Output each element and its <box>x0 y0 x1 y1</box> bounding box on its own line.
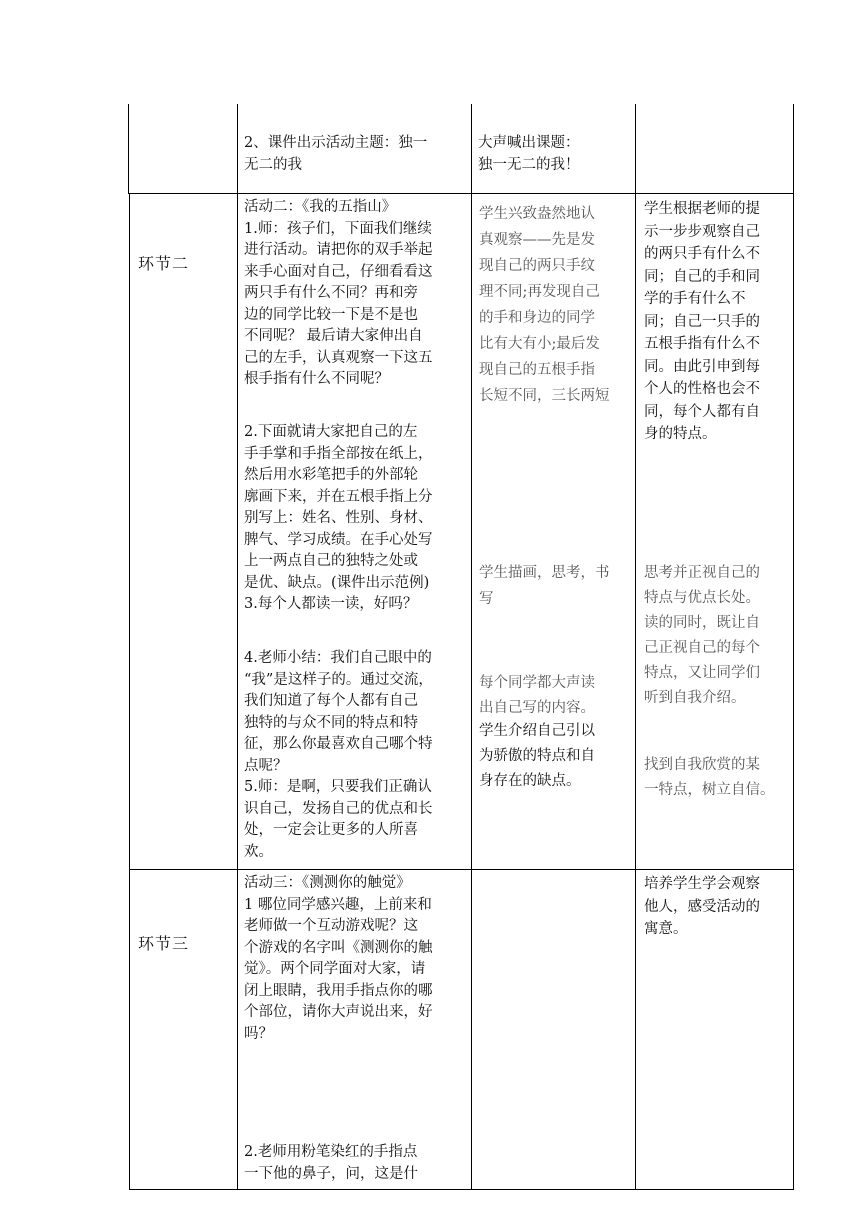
row3-teacher-part1: 活动三：《测测你的触觉》 1 哪位同学感兴趣，上前来和 老师做一个互动游戏呢？这 个游戏的名字叫《测测你的触 觉》。两个同学面对大家，请 闭上眼睛，我用手指点你的哪 个部位，请你大声说出来，好 吗？ <box>244 875 433 1042</box>
row3-intent-text: 培养学生学会观察 他人，感受活动的 寓意。 <box>644 876 760 937</box>
row2-intent-part1: 学生根据老师的提 示一步步观察自己 的两只手有什么不 同；自己的手和同 学的手有什么不 同；自己一只手的 五根手指有什么不 同。由此引申到每 个人的性格也会不 同，每个人都有自 身的特点。 <box>644 201 760 442</box>
section-label-3: 环节三 <box>138 934 190 953</box>
table-border-bottom <box>129 1189 794 1190</box>
row2-teacher-part3: 4.老师小结：我们自己眼中的 “我”是这样子的。通过交流， 我们知道了每个人都有自己 独特的与众不同的特点和特 征，那么你最喜欢自己哪个特 点呢？ 5.师：是啊，只要我们正确认 识自己，发扬自己的优点和长 处，一定会让更多的人所喜 欢。 <box>244 650 433 860</box>
row2-teacher-part2: 2.下面就请大家把自己的左 手手掌和手指全部按在纸上， 然后用水彩笔把手的外部轮 廓画下来，并在五根手指上分 别写上：姓名、性别、身材、 脾气、学习成绩。在手心处写 上一两点自己的独特之处或 是优、缺点。(课件出示范例) 3.每个人都读一读，好吗？ <box>244 424 433 612</box>
row2-student-part1: 学生兴致盎然地认 真观察——先是发 现自己的两只手纹 理不同;再发现自己 的手和身边的同学 比有大有小;最后发 现自己的五根手指 长短不同，三长两短 <box>479 206 610 404</box>
row1-student-text: 大声喊出课题： 独一无二的我！ <box>478 135 580 173</box>
table-border-left-top <box>128 104 129 194</box>
row3-teacher-part2: 2.老师用粉笔染红的手指点 一下他的鼻子，问，这是什 <box>244 1144 418 1182</box>
section-label-2: 环节二 <box>138 254 190 273</box>
row-divider-1 <box>128 193 794 194</box>
table-border-left <box>129 194 130 1190</box>
col-divider-1 <box>237 104 238 1190</box>
row2-student-part2: 学生描画，思考，书 写 <box>479 565 610 607</box>
row2-intent-part2: 思考并正视自己的 特点与优点长处。 读的同时，既让自 己正视自己的每个 特点，又让同学们 听到自我介绍。 <box>644 565 760 706</box>
row-divider-2 <box>129 869 794 870</box>
row1-teacher-text: 2、课件出示活动主题：独一 无二的我 <box>244 135 428 173</box>
row2-student-part3: 每个同学都大声读 出自己写的内容。 <box>479 675 595 716</box>
row2-intent-part3: 找到自我欣赏的某 一特点，树立自信。 <box>644 757 775 798</box>
row2-student-part4: 学生介绍自己引以 为骄傲的特点和自 身存在的缺点。 <box>479 723 595 789</box>
row2-teacher-part1: 活动二：《我的五指山》 1.师：孩子们，下面我们继续 进行活动。请把你的双手举起 来手心面对自己，仔细看看这 两只手有什么不同？再和旁 边的同学比较一下是不是也 不同呢？ 最后请大家伸出自 己的左手，认真观察一下这五 根手指有什么不同呢？ <box>244 199 433 387</box>
